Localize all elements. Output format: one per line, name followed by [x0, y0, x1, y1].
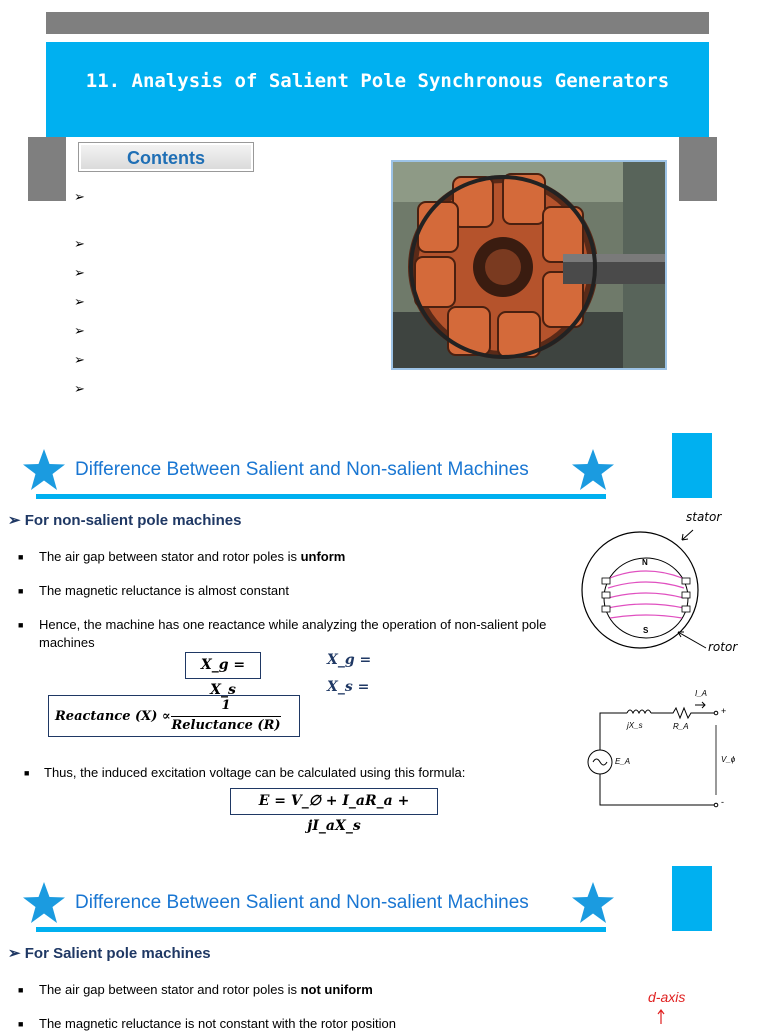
equation-reactance: Reactance (X) ∝ 1 Reluctance (R): [48, 695, 300, 737]
subheading: ➢ For Salient pole machines: [8, 945, 211, 962]
contents-button[interactable]: Contents: [78, 142, 254, 172]
arrow-bullet-icon: ➢: [74, 265, 85, 280]
square-bullet-icon: ■: [18, 586, 24, 596]
bullet-text: The air gap between stator and rotor poles is not uniform: [39, 982, 373, 997]
heading-underline: [36, 927, 606, 932]
page-title: 11. Analysis of Salient Pole Synchronous Generators: [85, 70, 670, 92]
ra-label: R_A: [673, 722, 689, 731]
side-accent-block: [672, 866, 712, 931]
equation-xg-label: X_g =: [327, 652, 372, 668]
equation-xs-label: X_s =: [327, 679, 370, 695]
left-grey-block: [28, 137, 66, 201]
pole-s-label: S: [643, 626, 649, 635]
bullet-text: Thus, the induced excitation voltage can be calculated using this formula:: [44, 765, 466, 780]
square-bullet-icon: ■: [18, 552, 24, 562]
section-heading: Difference Between Salient and Non-salient Machines: [75, 459, 529, 480]
right-grey-block: [679, 137, 717, 201]
pole-n-label: N: [642, 558, 648, 567]
rotor-label: rotor: [708, 640, 738, 654]
side-accent-block: [672, 433, 712, 498]
ea-label: E_A: [615, 757, 631, 766]
d-axis-label: d-axis: [648, 989, 686, 1005]
arrow-bullet-icon: ➢: [74, 236, 85, 251]
stator-label: stator: [686, 510, 722, 524]
star-icon: [22, 881, 66, 930]
arrow-bullet-icon: ➢: [74, 294, 85, 309]
arrow-bullet-icon: ➢: [74, 189, 85, 204]
equation-excitation-voltage: E = V_∅ + I_aR_a + jI_aX_s: [230, 788, 438, 815]
star-icon: [22, 448, 66, 497]
square-bullet-icon: ■: [18, 985, 24, 995]
bullet-text: The magnetic reluctance is not constant with the rotor position: [39, 1016, 396, 1031]
top-grey-bar: [46, 12, 709, 34]
bullet-text: Hence, the machine has one reactance while analyzing the operation of non-salient pole machines: [39, 617, 547, 650]
star-icon: [571, 881, 615, 930]
square-bullet-icon: ■: [24, 768, 30, 778]
rotor-photo: [391, 160, 667, 370]
subheading: ➢ For non-salient pole machines: [8, 512, 242, 529]
jxs-label: jX_s: [627, 721, 643, 730]
bullet-text: The magnetic reluctance is almost constant: [39, 583, 290, 598]
d-axis-arrow-icon: [656, 1008, 666, 1024]
arrow-bullet-icon: ➢: [74, 381, 85, 396]
ia-label: I_A: [695, 689, 708, 698]
heading-underline: [36, 494, 606, 499]
section-heading: Difference Between Salient and Non-salient Machines: [75, 892, 529, 913]
equation-xg-xs: X_g = X_s: [185, 652, 261, 679]
arrow-bullet-icon: ➢: [74, 352, 85, 367]
plus-terminal-label: +: [721, 706, 727, 716]
arrow-bullet-icon: ➢: [74, 323, 85, 338]
bullet-text: The air gap between stator and rotor poles is unform: [39, 549, 346, 564]
star-icon: [571, 448, 615, 497]
square-bullet-icon: ■: [18, 1019, 24, 1029]
square-bullet-icon: ■: [18, 620, 24, 630]
vphi-label: V_ϕ: [721, 755, 736, 764]
minus-terminal-label: -: [721, 797, 724, 807]
equivalent-circuit-diagram: [585, 685, 735, 815]
non-salient-machine-diagram: [578, 508, 768, 668]
